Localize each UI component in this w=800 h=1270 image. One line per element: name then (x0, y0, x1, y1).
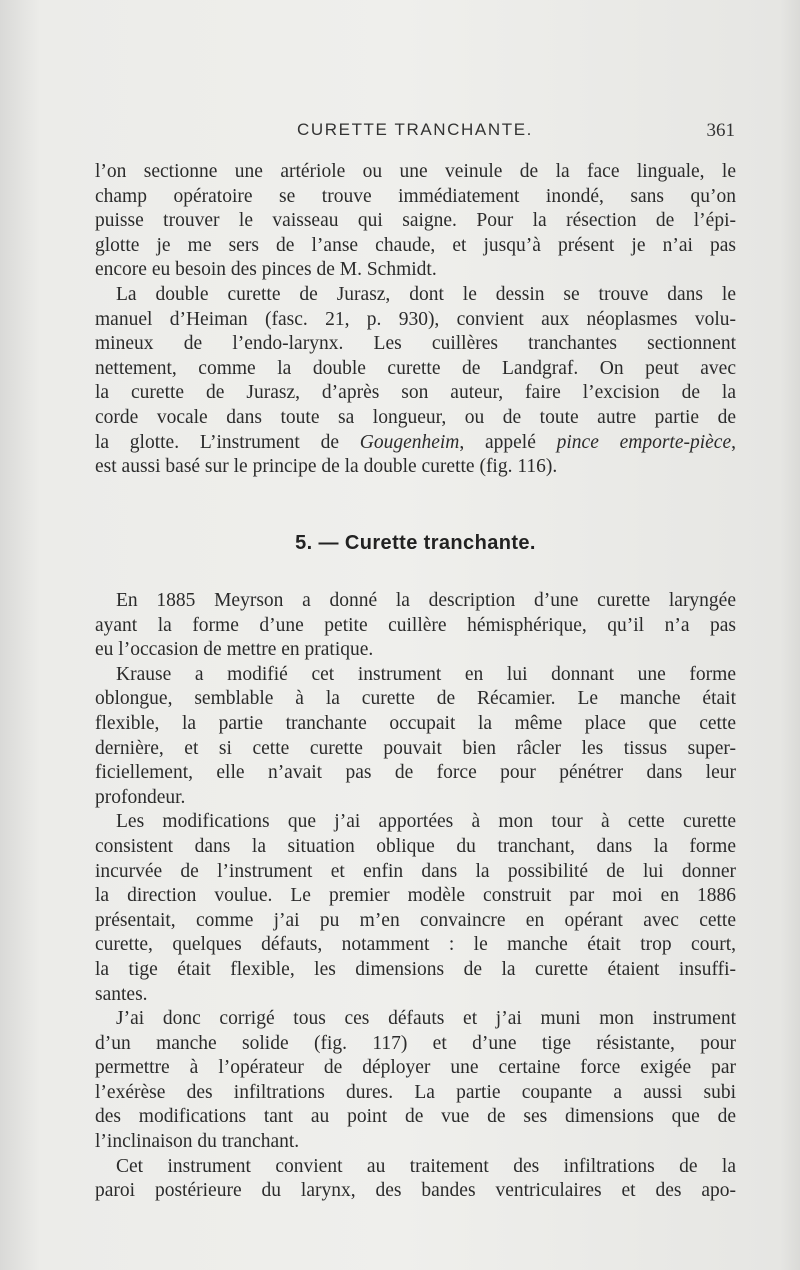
text-line: la curette de Jurasz, d’après son auteur, faire l’excision de la (95, 382, 736, 404)
text-line: Krause a modifié cet instrument en lui donnant une forme (116, 663, 736, 685)
text-fragment: , (731, 431, 736, 453)
text-line: glotte je me sers de l’anse chaude, et jusqu’à présent je n’ai pas (95, 234, 736, 256)
text-line: l’on sectionne une artériole ou une veinule de la face linguale, le (95, 161, 736, 182)
text-fragment: , appelé (459, 431, 557, 453)
text-line: flexible, la partie tranchante occupait la même place que cette (95, 712, 736, 734)
text-line: la tige était flexible, les dimensions de la curette étaient insuffi- (95, 958, 736, 980)
text-line: curette, quelques défauts, notamment : le manche était trop court, (95, 934, 736, 956)
text-line: corde vocale dans toute sa longueur, ou de toute autre partie de (95, 406, 736, 428)
section-heading: 5. — Curette tranchante. (295, 532, 536, 554)
text-line: d’un manche solide (fig. 117) et d’une tige résistante, pour (95, 1032, 736, 1054)
paragraph (95, 1155, 736, 1204)
text-line: l’exérèse des infiltrations dures. La partie coupante a aussi subi (95, 1081, 736, 1103)
text-line: En 1885 Meyrson a donné la description d’une curette laryngée (116, 590, 736, 611)
body-text-top (95, 160, 736, 480)
paragraph (95, 283, 736, 480)
paragraph (95, 1007, 736, 1155)
text-line: est aussi basé sur le principe de la double curette (fig. 116). (95, 456, 558, 478)
italic-name: Gougenheim (359, 431, 460, 453)
paragraph (95, 160, 736, 283)
italic-term: pince emporte-pièce (556, 431, 732, 453)
paragraph (95, 589, 736, 663)
text-line: permettre à l’opérateur de déployer une certaine force exigée par (95, 1057, 736, 1079)
body-text-bottom (95, 589, 736, 1204)
text-line: nettement, comme la double curette de Landgraf. On peut avec (95, 357, 736, 379)
text-line: puisse trouver le vaisseau qui saigne. Pour la résection de l’épi- (95, 210, 736, 232)
text-line: incurvée de l’instrument et enfin dans la possibilité de lui donner (95, 860, 736, 882)
text-line: champ opératoire se trouve immédiatement inondé, sans qu’on (95, 185, 736, 207)
paragraph (95, 810, 736, 1007)
text-line: l’inclinaison du tranchant. (95, 1131, 300, 1153)
text-line (95, 431, 736, 456)
running-title: CURETTE TRANCHANTE. (297, 120, 533, 139)
text-line: profondeur. (95, 786, 186, 808)
text-line: eu l’occasion de mettre en pratique. (95, 639, 374, 661)
paragraph (95, 663, 736, 811)
text-line: La double curette de Jurasz, dont le dessin se trouve dans le (116, 283, 736, 305)
text-line: dernière, et si cette curette pouvait bien râcler les tissus super- (95, 737, 736, 759)
text-line: ficiellement, elle n’avait pas de force pour pénétrer dans leur (95, 762, 736, 784)
text-line: consistent dans la situation oblique du tranchant, dans la forme (95, 835, 736, 857)
page-number: 361 (706, 120, 735, 141)
text-line: mineux de l’endo-larynx. Les cuillères tranchantes sectionnent (95, 333, 736, 355)
text-line: manuel d’Heiman (fasc. 21, p. 930), convient aux néoplasmes volu- (95, 308, 736, 330)
text-line: encore eu besoin des pinces de M. Schmidt. (95, 259, 437, 281)
text-line: paroi postérieure du larynx, des bandes ventriculaires et des apo- (95, 1180, 736, 1202)
text-line: ayant la forme d’une petite cuillère hémisphérique, qu’il n’a pas (95, 614, 736, 636)
text-line: santes. (95, 983, 148, 1005)
text-line: Cet instrument convient au traitement des infiltrations de la (116, 1155, 736, 1177)
text-line: Les modifications que j’ai apportées à mon tour à cette curette (116, 811, 736, 833)
text-line: J’ai donc corrigé tous ces défauts et j’ai muni mon instrument (116, 1008, 736, 1030)
text-line: la direction voulue. Le premier modèle construit par moi en 1886 (95, 885, 736, 907)
text-fragment: la glotte. L’instrument de (95, 431, 360, 453)
text-line: des modifications tant au point de vue de ses dimensions que de (95, 1106, 736, 1128)
page-header (95, 120, 735, 148)
text-line: oblongue, semblable à la curette de Récamier. Le manche était (95, 688, 736, 710)
text-line: présentait, comme j’ai pu m’en convaincre en opérant avec cette (95, 909, 736, 931)
